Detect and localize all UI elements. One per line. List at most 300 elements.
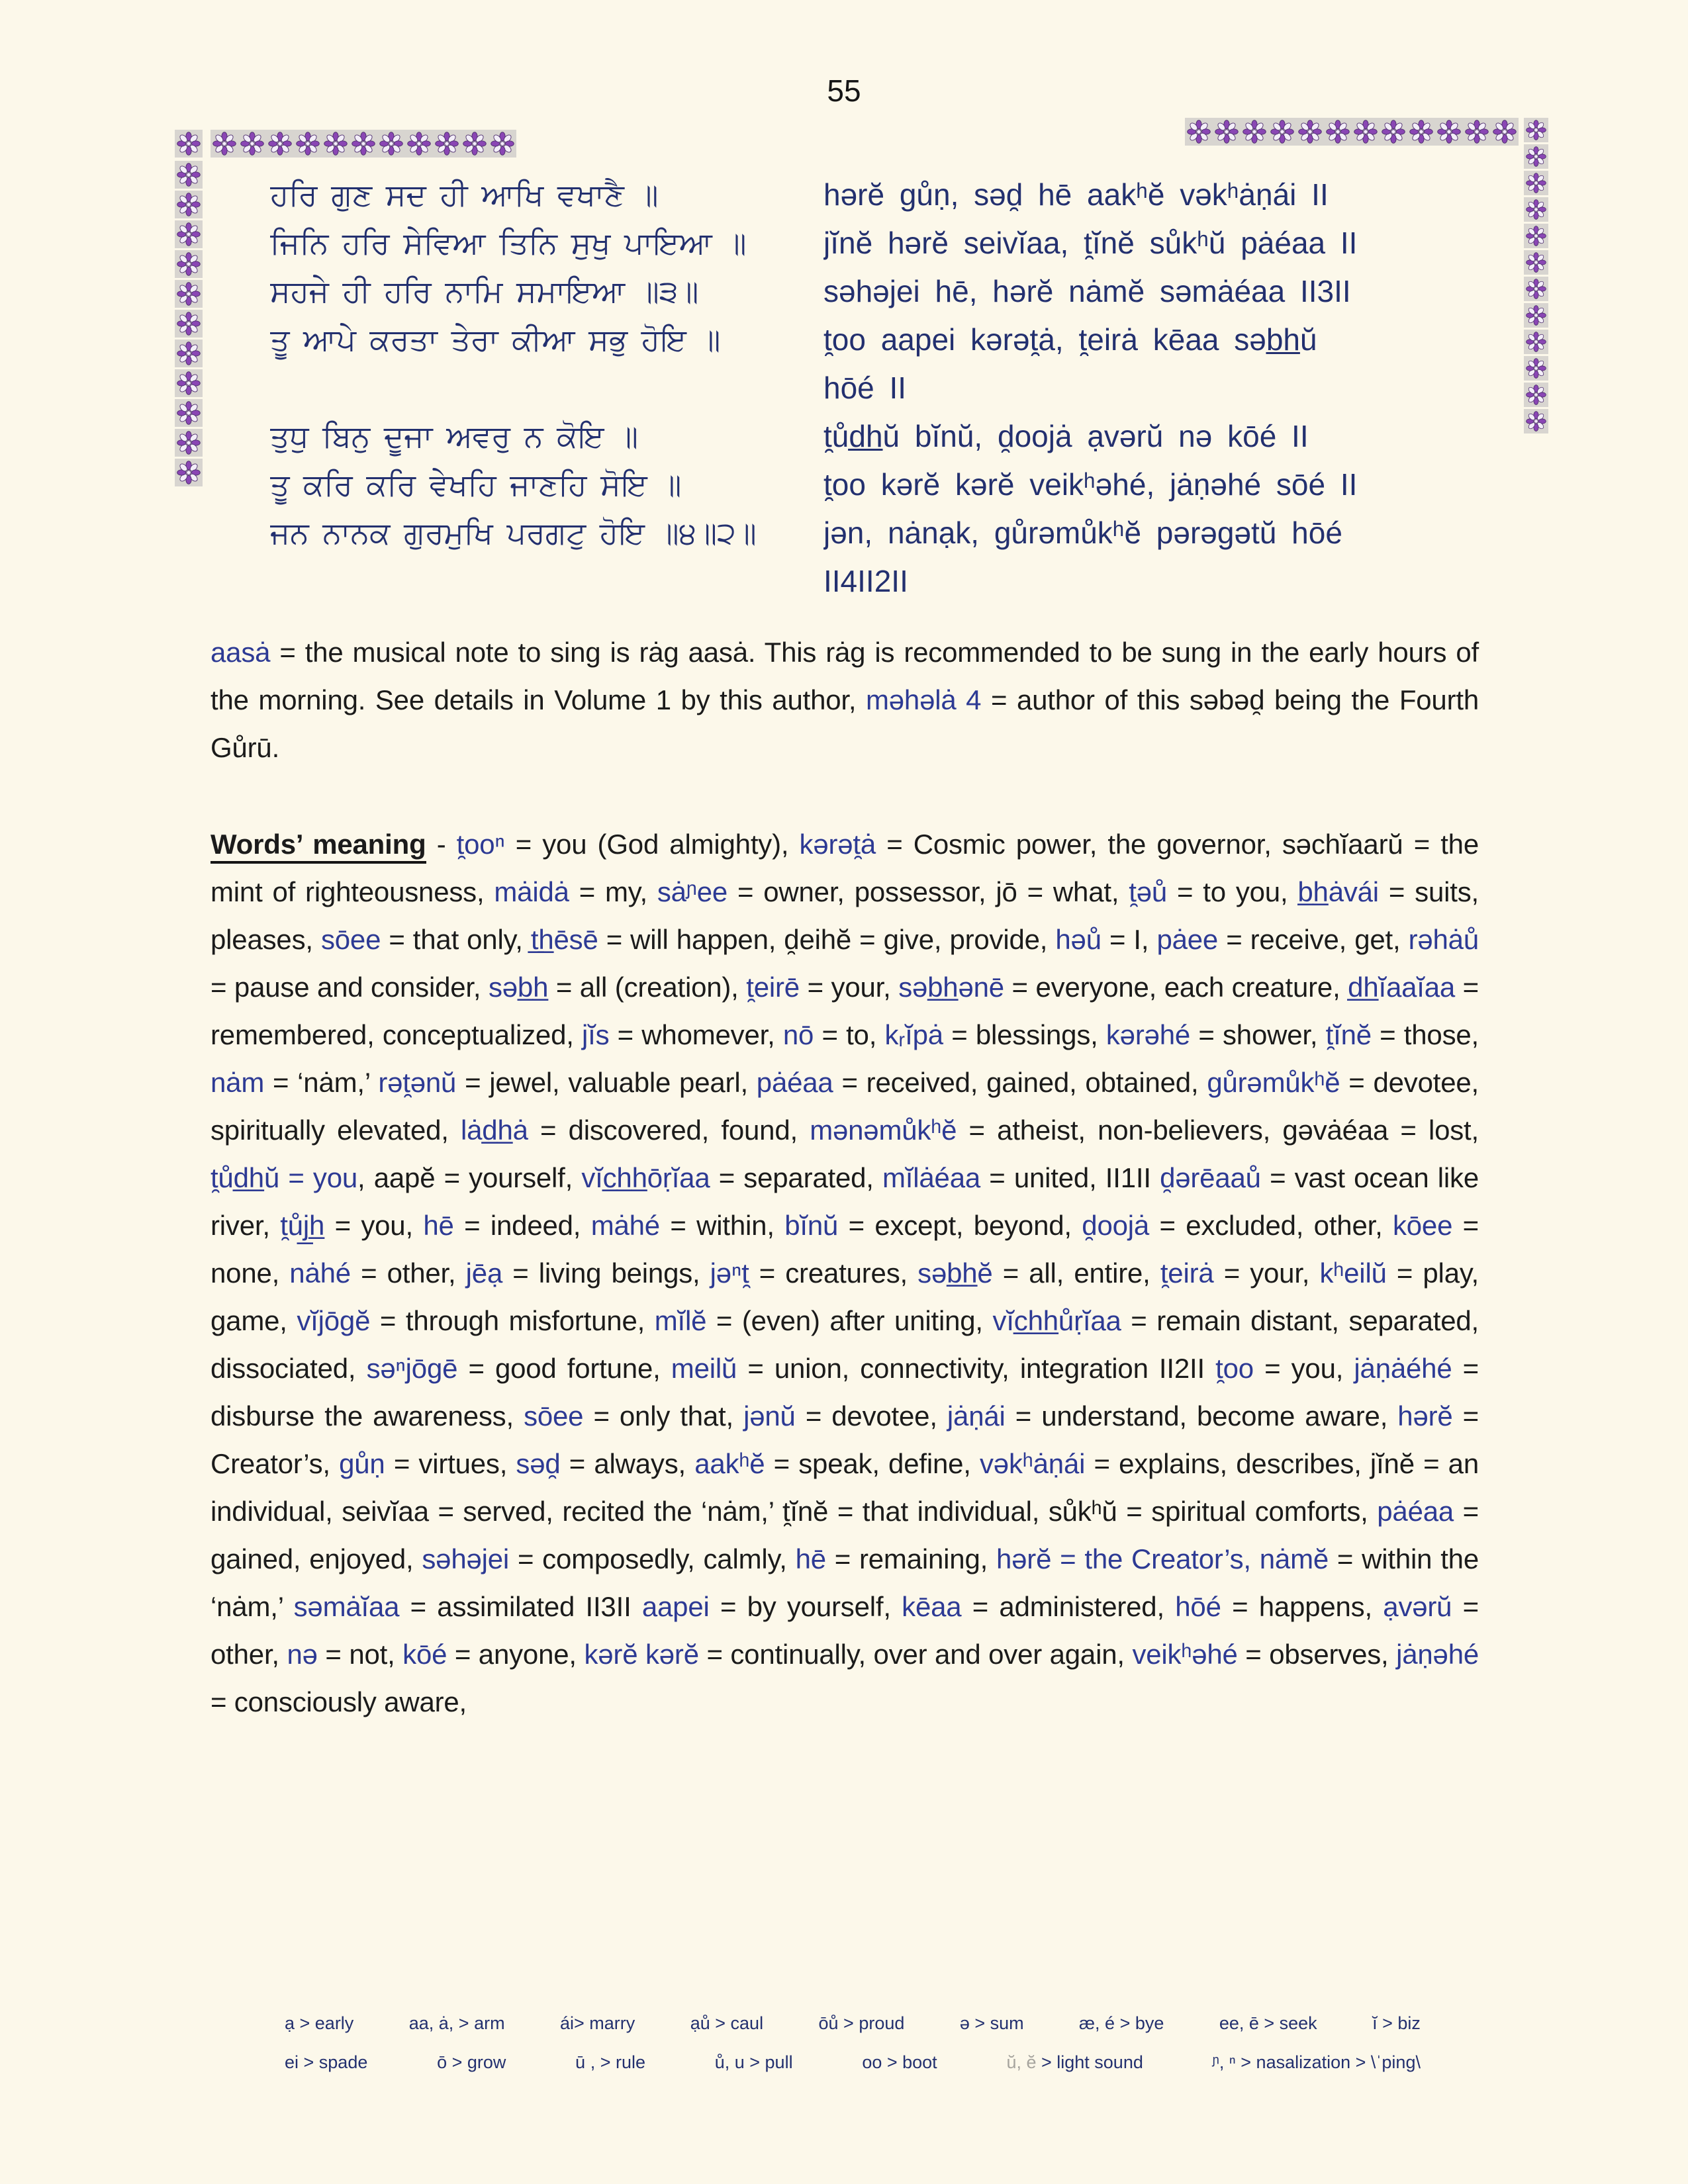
text-segment: veikʰəhé xyxy=(1132,1639,1238,1670)
flower-icon xyxy=(240,132,264,156)
flower-border-cell xyxy=(211,130,238,158)
verse-row xyxy=(270,509,1480,606)
text-segment: kərĕ kərĕ xyxy=(584,1639,699,1670)
flower-icon xyxy=(1465,120,1489,144)
flower-border-cell xyxy=(1380,118,1407,146)
verse-gurmukhi-line: ਹਰਿ ਗੁਣ ਸਦ ਹੀ ਆਖਿ ਵਖਾਣੈ ॥ xyxy=(270,177,659,212)
flower-icon xyxy=(1298,120,1322,144)
text-segment: pȧee xyxy=(1156,924,1219,955)
text-segment: = speak, define, xyxy=(765,1448,980,1479)
flower-border-cell xyxy=(489,130,516,158)
pronunciation-item: æ, é > bye xyxy=(1079,2013,1164,2033)
text-segment: sōee xyxy=(320,924,381,955)
flower-icon xyxy=(177,461,201,484)
pronunciation-item: ᶮ, ⁿ > nasalization > \ˈping\ xyxy=(1212,2052,1421,2072)
text-segment: bĭnŭ xyxy=(784,1210,839,1241)
pronunciation-item-light: ŭ, ĕ xyxy=(1006,2052,1037,2072)
flower-icon xyxy=(352,132,375,156)
text-segment: hē xyxy=(423,1210,454,1241)
flower-border-cell xyxy=(461,130,489,158)
text-segment: = suits, pleases, xyxy=(211,876,1479,955)
verse-transliteration-line: t̯oo aapei kərət̯ȧ, t̯eirȧ kēaa səb̲h̲ŭ xyxy=(823,322,1317,357)
text-segment: = administered, xyxy=(961,1591,1176,1622)
pronunciation-item: ái> marry xyxy=(560,2013,635,2033)
flower-icon xyxy=(177,252,201,276)
text-segment: hē xyxy=(795,1543,826,1574)
flower-icon xyxy=(379,132,403,156)
text-segment: = assimilated II3II xyxy=(399,1591,642,1622)
text-segment: = to, xyxy=(814,1019,885,1050)
flower-border-cell xyxy=(405,130,433,158)
text-segment: = Creator’s, xyxy=(211,1400,1479,1479)
text-segment: = author of this səbəd̯ being the Fourth Gůrū. xyxy=(211,684,1479,763)
text-segment: = except, beyond, xyxy=(838,1210,1082,1241)
flower-border-cell xyxy=(1463,118,1491,146)
verse-gurmukhi-line: ਜਿਨਿ ਹਰਿ ਸੇਵਿਆ ਤਿਨਿ ਸੁਖੁ ਪਾਇਆ ॥ xyxy=(270,225,747,261)
text-segment: vĭc̲h̲h̲ůṛĭaa xyxy=(992,1305,1121,1336)
text-segment: = not, xyxy=(317,1639,403,1670)
text-segment: = received, gained, obtained, xyxy=(833,1067,1207,1098)
text-segment: = living beings, xyxy=(502,1257,710,1289)
flower-border-cell xyxy=(175,130,203,158)
flower-icon xyxy=(1526,252,1546,273)
verse-transliteration-line: hōé II xyxy=(823,371,907,405)
decorative-border-left-corner xyxy=(175,130,203,158)
flower-border-cell xyxy=(1352,118,1380,146)
text-segment: - xyxy=(426,829,457,860)
text-segment: səb̲h̲ xyxy=(488,972,549,1003)
flower-border-cell xyxy=(1524,224,1548,248)
flower-border-cell xyxy=(1241,118,1268,146)
flower-border-cell xyxy=(238,130,266,158)
text-segment: d̯ərēaaů xyxy=(1160,1162,1261,1193)
verse-gurmukhi-line: ਤੂ ਕਰਿ ਕਰਿ ਵੇਖਹਿ ਜਾਣਹਿ ਸੋਇ ॥ xyxy=(270,467,682,502)
verse-gurmukhi-line: ਤੂ ਆਪੇ ਕਰਤਾ ਤੇਰਾ ਕੀਆ ਸਭੁ ਹੋਇ ॥ xyxy=(270,322,721,357)
flower-icon xyxy=(1493,120,1517,144)
flower-border-cell xyxy=(1268,118,1296,146)
text-segment: = observes, xyxy=(1237,1639,1397,1670)
text-segment: = shower, xyxy=(1190,1019,1326,1050)
pronunciation-row-2 xyxy=(285,2052,1421,2073)
flower-border-cell xyxy=(294,130,322,158)
text-segment: hōé xyxy=(1175,1591,1221,1622)
flower-border-cell xyxy=(1524,118,1548,142)
text-segment: = other, xyxy=(211,1591,1479,1670)
flower-icon xyxy=(1437,120,1461,144)
flower-icon xyxy=(1526,305,1546,326)
verse-transliteration xyxy=(823,219,1480,267)
text-segment: t̲h̲ēsē xyxy=(530,924,598,955)
flower-border-cell xyxy=(175,280,203,308)
verse-transliteration-line: t̯ůd̲h̲ŭ bĭnŭ, d̯oojȧ ạvərŭ nə kōé II xyxy=(823,419,1309,453)
verse-transliteration xyxy=(823,412,1480,461)
text-segment: = will happen, d̯eihĕ = give, provide, xyxy=(598,924,1056,955)
text-segment: kōé xyxy=(402,1639,447,1670)
flower-icon xyxy=(296,132,320,156)
verse-transliteration-line: jĭnĕ hərĕ seivĭaa, t̯ĭnĕ sůkʰŭ pȧéaa II xyxy=(823,226,1358,260)
text-segment: = play, game, xyxy=(211,1257,1479,1336)
pronunciation-item: aa, ȧ, > arm xyxy=(408,2013,505,2033)
flower-border-cell xyxy=(1524,250,1548,275)
pronunciation-item: ū , > rule xyxy=(575,2052,645,2072)
verse-block xyxy=(270,171,1480,606)
flower-icon xyxy=(1187,120,1211,144)
text-segment: jĭs xyxy=(582,1019,610,1050)
text-segment xyxy=(1251,1543,1260,1574)
text-segment: = the musical note to sing is rȧg aasȧ. This rȧg is recommended to be sung in the early hours of the morning. See details in Volume 1 by this author, xyxy=(211,637,1479,715)
text-segment: = all, entire, xyxy=(992,1257,1160,1289)
text-segment: t̯əů xyxy=(1129,876,1168,907)
flower-icon xyxy=(177,312,201,336)
text-segment: = always, xyxy=(560,1448,695,1479)
text-segment: pȧéaa xyxy=(1377,1496,1454,1527)
flower-border-cell xyxy=(377,130,405,158)
flower-icon xyxy=(177,163,201,187)
aasa-paragraph xyxy=(211,629,1479,772)
text-segment: kēaa xyxy=(902,1591,962,1622)
words-meaning-heading: Words’ meaning xyxy=(211,829,426,864)
verse-transliteration-line: səhəjei hē, hərĕ nȧmĕ səmȧéaa II3II xyxy=(823,274,1351,308)
text-segment: = gained, enjoyed, xyxy=(211,1496,1479,1574)
verse-transliteration xyxy=(823,267,1480,316)
flower-icon xyxy=(1526,279,1546,299)
verse-row xyxy=(270,267,1480,316)
verse-transliteration-line: hərĕ gůṇ, səd̯ hē aakʰĕ vəkʰȧṇái II xyxy=(823,177,1329,212)
text-segment: t̯ůj̲h̲ xyxy=(280,1210,325,1241)
text-segment: = you, xyxy=(324,1210,424,1241)
text-segment: = those, xyxy=(1371,1019,1479,1050)
text-segment: nə xyxy=(287,1639,318,1670)
flower-border-cell xyxy=(175,459,203,486)
text-segment: səhəjei xyxy=(422,1543,510,1574)
text-segment: = vast ocean like river, xyxy=(211,1162,1479,1241)
text-segment: = anyone, xyxy=(447,1639,585,1670)
text-segment: aapei xyxy=(641,1591,710,1622)
flower-border-cell xyxy=(175,220,203,248)
text-segment: vĭc̲h̲h̲ōṛĭaa xyxy=(581,1162,710,1193)
flower-icon xyxy=(177,132,201,156)
text-segment: = jewel, valuable pearl, xyxy=(456,1067,757,1098)
verse-transliteration xyxy=(823,171,1480,219)
verse-transliteration-line: t̯oo kərĕ kərĕ veikʰəhé, jȧṇəhé sōé II xyxy=(823,467,1358,502)
verse-transliteration xyxy=(823,461,1480,509)
text-segment: = remaining, xyxy=(825,1543,996,1574)
flower-icon xyxy=(491,132,514,156)
text-segment: = within, xyxy=(659,1210,785,1241)
text-segment: = you, xyxy=(1253,1353,1354,1384)
flower-icon xyxy=(1526,226,1546,246)
text-segment: = remembered, conceptualized, xyxy=(211,972,1479,1050)
page-number: 55 xyxy=(827,73,861,108)
text-segment: = whomever, xyxy=(609,1019,783,1050)
verse-gurmukhi-line: ਜਨ ਨਾਨਕ ਗੁਰਮੁਖਿ ਪਰਗਟੁ ਹੋਇ ॥੪॥੨॥ xyxy=(270,515,757,551)
flower-icon xyxy=(1526,411,1546,432)
text-segment: jȧṇái xyxy=(947,1400,1006,1432)
flower-border-cell xyxy=(175,369,203,397)
text-segment: = consciously aware, xyxy=(211,1686,467,1717)
text-segment: = continually, over and over again, xyxy=(698,1639,1133,1670)
text-segment: səb̲h̲ĕ xyxy=(917,1257,993,1289)
flower-border-cell xyxy=(1524,277,1548,301)
flower-icon xyxy=(1526,199,1546,220)
flower-border-cell xyxy=(350,130,377,158)
text-segment: = united, II1II xyxy=(980,1162,1160,1193)
flower-icon xyxy=(1326,120,1350,144)
flower-icon xyxy=(177,371,201,395)
text-segment: d̯oojȧ xyxy=(1082,1210,1150,1241)
words-meaning-paragraph xyxy=(211,821,1479,1726)
flower-icon xyxy=(463,132,487,156)
text-segment: jəⁿt̯ xyxy=(710,1257,749,1289)
text-segment: = (even) after uniting, xyxy=(706,1305,993,1336)
decorative-border-right-column xyxy=(1524,118,1548,433)
pronunciation-item: ə > sum xyxy=(959,2013,1024,2033)
flower-border-cell xyxy=(175,399,203,427)
text-segment: = explains, describes, jĭnĕ = an individual, seivĭaa = served, recited the ‘nȧm,’ t̯ĭnĕ = that individual, sůkʰŭ = spiritual comforts, xyxy=(211,1448,1479,1527)
text-segment: = happens, xyxy=(1221,1591,1383,1622)
flower-border-cell xyxy=(1213,118,1241,146)
text-segment: , aapĕ = yourself, xyxy=(357,1162,582,1193)
flower-border-cell xyxy=(1296,118,1324,146)
flower-icon xyxy=(435,132,459,156)
text-segment: = virtues, xyxy=(385,1448,516,1479)
text-segment: = my, xyxy=(569,876,657,907)
verse-row xyxy=(270,461,1480,509)
flower-icon xyxy=(1382,120,1405,144)
text-segment: mĭlĕ xyxy=(654,1305,707,1336)
pronunciation-row-1 xyxy=(285,2013,1421,2034)
verse-row xyxy=(270,219,1480,267)
pronunciation-item: ō > grow xyxy=(437,2052,506,2072)
decorative-border-top-left xyxy=(211,130,516,158)
text-segment: lȧd̲h̲ȧ xyxy=(461,1115,528,1146)
text-segment: rəhȧů xyxy=(1408,924,1479,955)
verse-gurmukhi-line: ਤੁਧੁ ਬਿਨੁ ਦੂਜਾ ਅਵਰੁ ਨ ਕੋਇ ॥ xyxy=(270,418,639,454)
text-segment: meilŭ xyxy=(671,1353,737,1384)
flower-icon xyxy=(1526,173,1546,193)
text-segment: həů xyxy=(1055,924,1102,955)
pronunciation-item: ōů > proud xyxy=(818,2013,905,2033)
pronunciation-item: ee, ē > seek xyxy=(1219,2013,1317,2033)
flower-icon xyxy=(1526,385,1546,405)
flower-border-cell xyxy=(266,130,294,158)
verse-gurmukhi-line: ਸਹਜੇ ਹੀ ਹਰਿ ਨਾਮਿ ਸਮਾਇਆ ॥੩॥ xyxy=(270,273,699,309)
flower-border-cell xyxy=(1524,330,1548,354)
text-segment: jənŭ xyxy=(743,1400,796,1432)
flower-border-cell xyxy=(175,310,203,338)
text-segment: nō xyxy=(782,1019,814,1050)
verse-transliteration-line: jən, nȧnạk, gůrəmůkʰĕ pərəgətŭ hōé xyxy=(823,516,1342,550)
text-segment: = none, xyxy=(211,1210,1479,1289)
text-segment: = I, xyxy=(1101,924,1157,955)
verse-transliteration xyxy=(823,509,1480,606)
flower-icon xyxy=(268,132,292,156)
flower-border-cell xyxy=(175,340,203,367)
pronunciation-item: ů, u > pull xyxy=(714,2052,793,2072)
pronunciation-item: ạ > early xyxy=(285,2013,354,2033)
flower-icon xyxy=(177,222,201,246)
text-segment: d̲h̲ĭaaĭaa xyxy=(1348,972,1456,1003)
text-segment: kərət̯ȧ xyxy=(799,829,876,860)
flower-icon xyxy=(407,132,431,156)
verse-row xyxy=(270,316,1480,412)
flower-border-cell xyxy=(175,191,203,218)
text-segment: = ‘nȧm,’ xyxy=(264,1067,379,1098)
flower-icon xyxy=(1526,358,1546,379)
text-segment: = disburse the awareness, xyxy=(211,1353,1479,1432)
text-segment: məhəlȧ 4 xyxy=(865,684,982,715)
text-segment: = other, xyxy=(350,1257,466,1289)
pronunciation-item: oo > boot xyxy=(862,2052,937,2072)
text-segment: = remain distant, separated, dissociated, xyxy=(211,1305,1479,1384)
pronunciation-item: ŭ, ĕ > light sound xyxy=(1006,2052,1143,2072)
text-segment: jēạ xyxy=(465,1257,503,1289)
flower-icon xyxy=(1270,120,1294,144)
flower-border-cell xyxy=(1524,144,1548,169)
decorative-border-top-right xyxy=(1185,118,1519,146)
pronunciation-item: ạů > caul xyxy=(690,2013,764,2033)
text-segment: sōee xyxy=(524,1400,584,1432)
text-segment: mənəmůkʰĕ xyxy=(810,1115,957,1146)
text-segment: vəkʰȧṇái xyxy=(979,1448,1086,1479)
verse-row xyxy=(270,412,1480,461)
flower-icon xyxy=(177,401,201,425)
text-segment: = everyone, each creature, xyxy=(1004,972,1348,1003)
text-segment: = your, xyxy=(799,972,899,1003)
text-segment: = only that, xyxy=(583,1400,744,1432)
flower-icon xyxy=(177,341,201,365)
verse-transliteration-line: II4II2II xyxy=(823,564,908,598)
text-segment: t̯ooⁿ xyxy=(456,829,505,860)
text-segment: jȧṇȧéhé xyxy=(1354,1353,1452,1384)
text-segment: = owner, possessor, jō = what, xyxy=(727,876,1129,907)
flower-border-cell xyxy=(175,429,203,457)
flower-icon xyxy=(177,193,201,216)
text-segment: mĭlȧéaa xyxy=(882,1162,981,1193)
text-segment: = discovered, found, xyxy=(528,1115,810,1146)
flower-border-cell xyxy=(175,250,203,278)
text-segment: = through misfortune, xyxy=(370,1305,655,1336)
verse-transliteration xyxy=(823,316,1480,412)
text-segment: t̯eirē xyxy=(746,972,800,1003)
verse-row xyxy=(270,171,1480,219)
flower-border-cell xyxy=(1407,118,1435,146)
flower-border-cell xyxy=(1524,303,1548,328)
text-segment: b̲h̲ȧvái xyxy=(1297,876,1379,907)
text-segment: = your, xyxy=(1213,1257,1320,1289)
flower-icon xyxy=(1354,120,1378,144)
text-segment: sȧᶮee xyxy=(657,876,728,907)
text-segment: = by yourself, xyxy=(709,1591,902,1622)
text-segment: vĭjōgĕ xyxy=(297,1305,371,1336)
pronunciation-item: ĭ > biz xyxy=(1372,2013,1421,2033)
flower-border-cell xyxy=(433,130,461,158)
text-segment: = all (creation), xyxy=(548,972,747,1003)
text-segment: nȧhé xyxy=(289,1257,351,1289)
text-segment: səb̲h̲ənē xyxy=(898,972,1004,1003)
text-segment: = receive, get, xyxy=(1218,924,1409,955)
text-segment: = to you, xyxy=(1167,876,1298,907)
text-segment: mȧidȧ xyxy=(494,876,569,907)
flower-icon xyxy=(1526,120,1546,140)
text-segment: səⁿjōgē xyxy=(366,1353,458,1384)
text-segment: səmȧĭaa xyxy=(293,1591,400,1622)
flower-border-cell xyxy=(1324,118,1352,146)
text-segment: kʰeilŭ xyxy=(1319,1257,1387,1289)
flower-icon xyxy=(1409,120,1433,144)
text-segment: = union, connectivity, integration II2II xyxy=(737,1353,1216,1384)
pronunciation-item: ei > spade xyxy=(285,2052,368,2072)
text-segment: nȧm xyxy=(211,1067,265,1098)
text-segment: t̯oo xyxy=(1215,1353,1254,1384)
flower-border-cell xyxy=(1185,118,1213,146)
text-segment: hərĕ = the Creator’s, xyxy=(996,1543,1251,1574)
text-segment: jȧṇəhé xyxy=(1396,1639,1479,1670)
flower-border-cell xyxy=(322,130,350,158)
text-segment: = Cosmic power, the governor, səchĭaarŭ = the mint of righteousness, xyxy=(211,829,1479,907)
text-segment: t̯eirȧ xyxy=(1160,1257,1214,1289)
flower-border-cell xyxy=(175,161,203,189)
flower-icon xyxy=(1215,120,1239,144)
flower-icon xyxy=(212,132,236,156)
text-segment: = blessings, xyxy=(943,1019,1106,1050)
text-segment: kōee xyxy=(1392,1210,1453,1241)
flower-border-cell xyxy=(1524,356,1548,381)
text-segment: hərĕ xyxy=(1397,1400,1453,1432)
flower-icon xyxy=(1526,332,1546,352)
text-segment: = good fortune, xyxy=(457,1353,671,1384)
flower-border-cell xyxy=(1524,171,1548,195)
text-segment: = creatures, xyxy=(749,1257,918,1289)
text-segment: = indeed, xyxy=(453,1210,591,1241)
text-segment: gůrəmůkʰĕ xyxy=(1207,1067,1340,1098)
text-segment: səd̯ xyxy=(516,1448,561,1479)
text-segment: = separated, xyxy=(710,1162,883,1193)
text-segment: = you (God almighty), xyxy=(504,829,800,860)
text-segment: aakʰĕ xyxy=(694,1448,765,1479)
text-segment: pȧéaa xyxy=(756,1067,833,1098)
decorative-border-left-column xyxy=(175,161,203,486)
flower-border-cell xyxy=(1524,197,1548,222)
flower-border-cell xyxy=(1435,118,1463,146)
flower-icon xyxy=(177,282,201,306)
text-segment: = composedly, calmly, xyxy=(509,1543,796,1574)
text-segment: = that only, xyxy=(381,924,531,955)
text-segment: aasȧ xyxy=(211,637,271,668)
flower-border-cell xyxy=(1524,409,1548,433)
text-segment: rət̯ənŭ xyxy=(378,1067,457,1098)
text-segment: = devotee, xyxy=(795,1400,947,1432)
text-segment: kᵣĭpȧ xyxy=(884,1019,943,1050)
text-segment: t̯ĭnĕ xyxy=(1325,1019,1372,1050)
flower-icon xyxy=(1526,146,1546,167)
text-segment: kərəhé xyxy=(1105,1019,1191,1050)
text-segment: = atheist, non-believers, gəvȧéaa = lost, xyxy=(957,1115,1479,1146)
text-segment: nȧmĕ xyxy=(1259,1543,1329,1574)
pronunciation-guide xyxy=(285,2013,1421,2091)
text-segment: mȧhé xyxy=(590,1210,660,1241)
text-segment: ạvərŭ xyxy=(1383,1591,1452,1622)
flower-border-cell xyxy=(1491,118,1519,146)
text-segment: = excluded, other, xyxy=(1149,1210,1393,1241)
flower-icon xyxy=(1243,120,1266,144)
flower-icon xyxy=(177,431,201,455)
text-segment: = understand, become aware, xyxy=(1005,1400,1398,1432)
text-segment: t̯ůd̲h̲ŭ = you xyxy=(211,1162,358,1193)
text-segment: = within the ‘nȧm,’ xyxy=(211,1543,1479,1622)
flower-icon xyxy=(324,132,348,156)
text-segment: gůṇ xyxy=(339,1448,385,1479)
